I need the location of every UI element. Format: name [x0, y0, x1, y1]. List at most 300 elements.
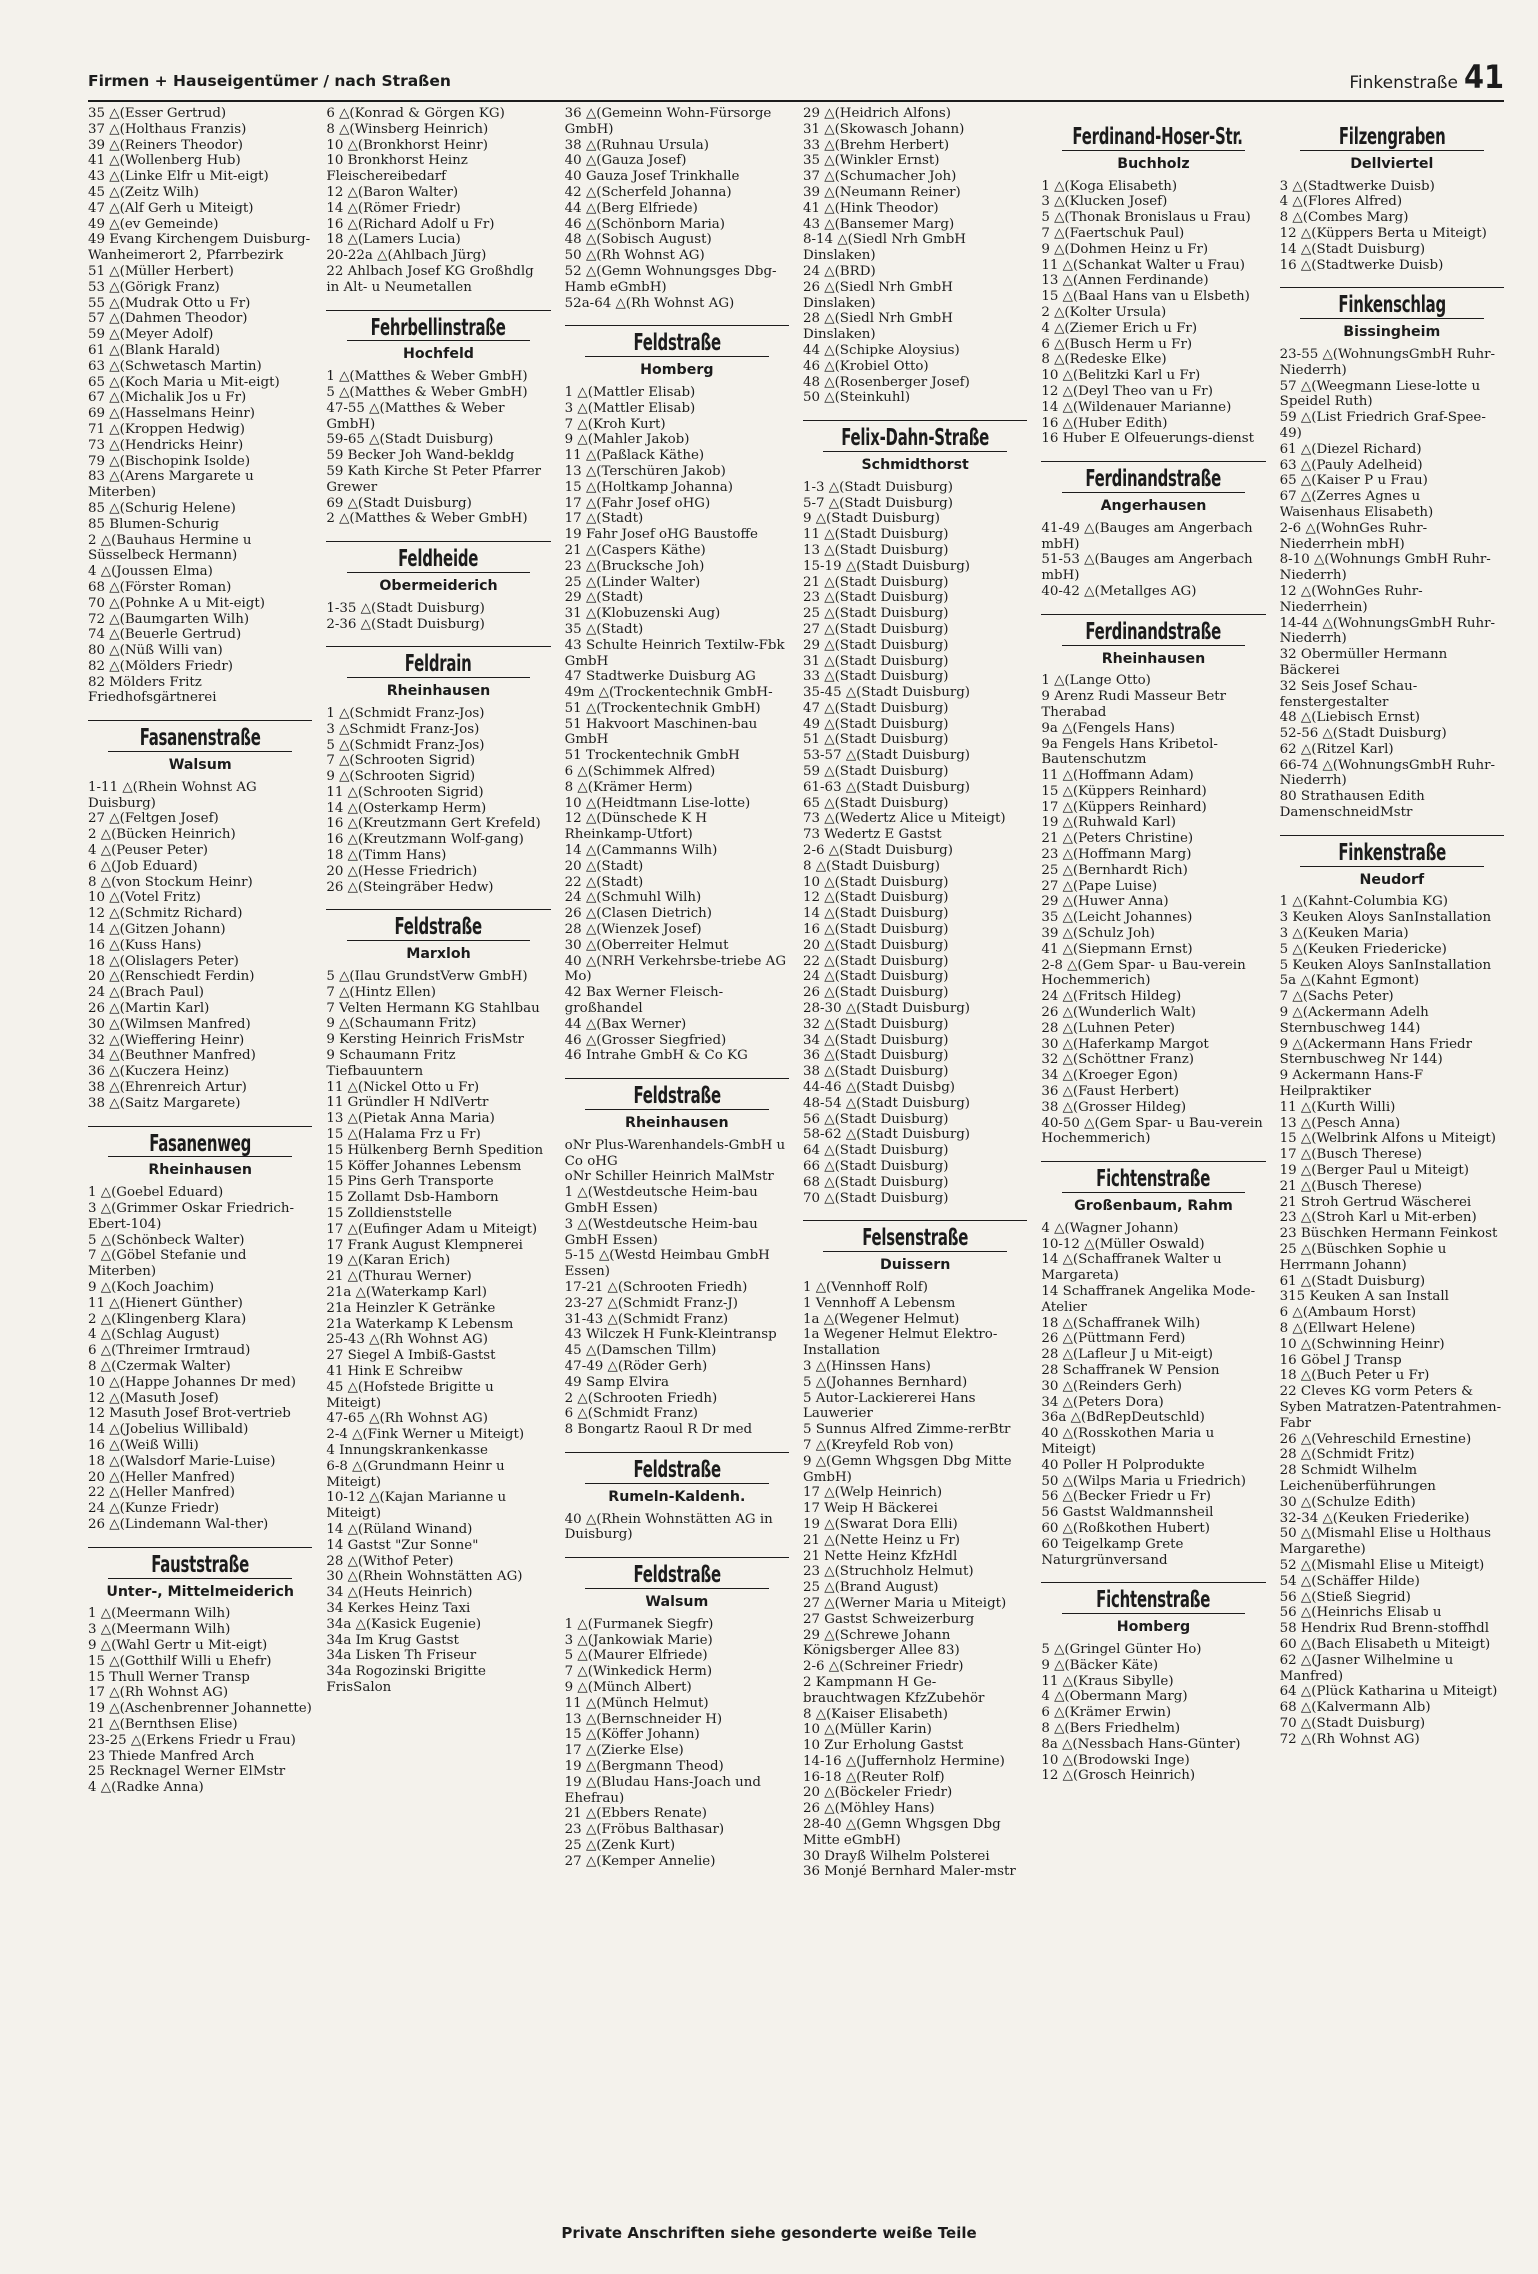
street-name: Fichtenstraße [1096, 1587, 1211, 1614]
directory-entry: 15 Zollamt Dsb-Hamborn [326, 1190, 499, 1206]
directory-entry: 35 △(Winkler Ernst) [802, 153, 940, 169]
district-name: Homberg [1116, 1619, 1191, 1636]
directory-entry: 9 △(Bäcker Käte) [1041, 1657, 1159, 1673]
directory-entry: 14 △(Gitzen Johann) [88, 922, 226, 938]
directory-entry: 85 Blumen-Schurig [88, 516, 219, 532]
street-name: Fehrbellinstraße [370, 314, 507, 341]
directory-entry: 51 Trockentechnik GmbH [564, 748, 740, 764]
directory-entry: 14 △(Rüland Winand) [326, 1521, 473, 1537]
directory-entry: 15 △(Gotthilf Willi u Ehefr) [88, 1653, 272, 1669]
directory-entry: 8 △(Stadt Duisburg) [802, 858, 940, 874]
directory-entry: 47-49 △(Röder Gerh) [564, 1358, 708, 1374]
directory-entry: 28 △(Withof Peter) [326, 1553, 454, 1569]
header-category: Firmen + Hauseigentümer / nach Straßen [88, 72, 451, 90]
directory-entry: 5 △(Schönbeck Walter) [88, 1232, 245, 1248]
street-name: Felsenstraße [862, 1225, 969, 1252]
directory-entry: 11 △(Paßlack Käthe) [564, 448, 705, 464]
directory-entry: 41 Hink E Schreibw [326, 1363, 463, 1379]
directory-entry: 4 △(Radke Anna) [88, 1780, 204, 1796]
column-2 [326, 106, 550, 2204]
directory-entry: 6 △(Krämer Erwin) [1041, 1705, 1172, 1721]
directory-entry: 9 △(Koch Joachim) [88, 1279, 215, 1295]
directory-entry: 61-63 △(Stadt Duisburg) [802, 779, 971, 795]
directory-entry: 18 △(Schaffranek Wilh) [1041, 1315, 1201, 1331]
directory-entry: 45 △(Hofstede Brigitte u Miteigt) [326, 1379, 494, 1411]
directory-entry: 6 △(Ambaum Horst) [1279, 1305, 1417, 1321]
directory-entry: 8 Bongartz Raoul R Dr med [564, 1422, 753, 1438]
directory-entry: 44-46 △(Stadt Duisbg) [802, 1080, 955, 1096]
directory-entry: 53 △(Görigk Franz) [88, 279, 220, 295]
directory-entry: 27 △(Stadt Duisburg) [802, 621, 949, 637]
directory-entry: 5 △(Johannes Bernhard) [802, 1374, 968, 1390]
directory-entry: 15-19 △(Stadt Duisburg) [802, 558, 971, 574]
directory-entry: 54 △(Schäffer Hilde) [1279, 1573, 1420, 1589]
directory-entry: 1-35 △(Stadt Duisburg) [326, 600, 485, 616]
directory-entry: 25 △(Brand August) [802, 1580, 939, 1596]
directory-entry: 17 △(Küppers Reinhard) [1041, 799, 1207, 815]
street-section [565, 1078, 789, 1438]
directory-entry: 29 △(Stadt) [564, 590, 644, 606]
continued-entries [565, 106, 789, 311]
directory-entry: 28 △(Wienzek Josef) [564, 922, 702, 938]
district-name: Buchholz [1117, 155, 1190, 172]
directory-entry: 21a Waterkamp K Lebensm [326, 1316, 514, 1332]
directory-entry: 10 △(Stadt Duisburg) [802, 874, 949, 890]
directory-entry: 38 △(Saitz Margarete) [88, 1095, 241, 1111]
directory-entry: 27 Siegel A Imbiß-Gastst [326, 1348, 496, 1364]
directory-entry: 22 Cleves KG vorm Peters & Syben Matratzen-Patentrahmen-Fabr [1279, 1384, 1502, 1431]
directory-entry: 24 △(Brach Paul) [88, 985, 204, 1001]
directory-entry: 50 △(Steinkuhl) [802, 390, 911, 406]
directory-entry: 47 Stadtwerke Duisburg AG [564, 669, 756, 685]
directory-entry: 39 △(Schulz Joh) [1041, 926, 1155, 942]
directory-entry: 37 △(Holthaus Franzis) [88, 121, 247, 137]
directory-entry: 16 △(Kuss Hans) [88, 937, 202, 953]
directory-entry: 10 △(Votel Fritz) [88, 890, 201, 906]
directory-entry: 26 △(Steingräber Hedw) [326, 879, 494, 895]
directory-entry: 7 △(Sachs Peter) [1279, 989, 1394, 1005]
street-section [1041, 120, 1265, 447]
directory-entry: 48 △(Rosenberger Josef) [802, 374, 970, 390]
directory-entry: 6 △(Schimmek Alfred) [564, 764, 716, 780]
directory-entry: 8 △(Czermak Walter) [88, 1358, 231, 1374]
directory-entry: 6-8 △(Grundmann Heinr u Miteigt) [326, 1458, 505, 1490]
directory-entry: 5-7 △(Stadt Duisburg) [802, 495, 953, 511]
directory-entry: 47 △(Stadt Duisburg) [802, 700, 949, 716]
directory-entry: 1-11 △(Rhein Wohnst AG Duisburg) [88, 779, 257, 811]
directory-entry: 30 △(Rhein Wohnstätten AG) [326, 1569, 523, 1585]
street-section [88, 1126, 312, 1533]
directory-entry: 12 △(Masuth Josef) [88, 1390, 219, 1406]
directory-entry: 36 △(Stadt Duisburg) [802, 1048, 949, 1064]
directory-entry: 15 △(Welbrink Alfons u Miteigt) [1279, 1131, 1496, 1147]
directory-entry: 22 Ahlbach Josef KG Großhdlg in Alt- u Neumetallen [326, 263, 534, 295]
district-name: Dellviertel [1350, 155, 1434, 172]
directory-entry: 47-55 △(Matthes & Weber GmbH) [326, 400, 505, 432]
directory-entry: 23-55 △(WohnungsGmbH Ruhr-Niederrh) [1279, 346, 1496, 378]
district-name: Schmidthorst [861, 456, 969, 473]
directory-entry: 17 △(Fahr Josef oHG) [564, 495, 711, 511]
directory-entry: 56 △(Becker Friedr u Fr) [1041, 1489, 1212, 1505]
street-section [803, 1220, 1027, 1880]
directory-entry: 73 △(Hendricks Heinr) [88, 437, 244, 453]
district-name: Neudorf [1359, 871, 1425, 888]
directory-entry: 1a Wegener Helmut Elektro-Installation [802, 1327, 998, 1359]
directory-entry: 1 △(Matthes & Weber GmbH) [326, 369, 528, 385]
directory-entry: 26 △(Püttmann Ferd) [1041, 1331, 1186, 1347]
directory-entry: 61 △(Diezel Richard) [1279, 441, 1422, 457]
district-name: Hochfeld [403, 346, 474, 363]
district-name: Marxloh [406, 946, 471, 963]
directory-entry: 26 △(Vehreschild Ernestine) [1279, 1431, 1472, 1447]
directory-entry: 24 △(BRD) [802, 263, 876, 279]
directory-entry: 13 △(Annen Ferdinande) [1041, 273, 1209, 289]
directory-entry: 23-27 △(Schmidt Franz-J) [564, 1295, 738, 1311]
directory-entry: 3 Keuken Aloys SanInstallation [1279, 910, 1492, 926]
directory-entry: 68 △(Kalvermann Alb) [1279, 1700, 1431, 1716]
directory-entry: 21a △(Waterkamp Karl) [326, 1285, 487, 1300]
directory-entry: 33 △(Stadt Duisburg) [802, 669, 949, 685]
directory-entry: 14 Schaffranek Angelika Mode-Atelier [1041, 1284, 1256, 1315]
directory-entry: 1 △(Goebel Eduard) [88, 1185, 224, 1201]
directory-entry: 9 △(Gemn Whgsgen Dbg Mitte GmbH) [802, 1453, 1012, 1485]
directory-entry: 56 Gastst Waldmannsheil [1041, 1505, 1214, 1521]
directory-entry: 26 △(Clasen Dietrich) [564, 906, 713, 922]
directory-entry: 36 Monjé Bernhard Maler-mstr [802, 1864, 1016, 1880]
directory-entry: 14 △(Römer Friedr) [326, 200, 461, 216]
directory-entry: 16 △(Stadtwerke Duisb) [1279, 257, 1444, 273]
directory-entry: 15 △(Köffer Johann) [564, 1727, 700, 1743]
district-name: Angerhausen [1100, 497, 1207, 514]
directory-entry: 15 △(Küppers Reinhard) [1041, 783, 1207, 799]
directory-entry: 56 △(Stieß Siegrid) [1279, 1589, 1411, 1605]
directory-entry: 6 △(Schmidt Franz) [564, 1406, 699, 1422]
column-3 [565, 106, 789, 2204]
directory-entry: 39 △(Neumann Reiner) [802, 184, 961, 200]
directory-entry: 17 △(Stadt) [564, 511, 644, 527]
street-name: Filzengraben [1338, 124, 1446, 150]
directory-entry: 66-74 △(WohnungsGmbH Ruhr-Niederrh) [1279, 757, 1496, 789]
directory-entry: 21 △(Peters Christine) [1041, 831, 1194, 847]
directory-entry: 24 △(Kunze Friedr) [88, 1501, 220, 1517]
directory-entry: 48-54 △(Stadt Duisburg) [802, 1095, 971, 1111]
directory-entry: 20 △(Stadt) [564, 858, 644, 874]
directory-entry: 31 △(Stadt Duisburg) [802, 653, 949, 669]
directory-entry: 69 △(Hasselmans Heinr) [88, 406, 255, 422]
street-section [1280, 120, 1504, 273]
directory-entry: 65 △(Kaiser P u Frau) [1279, 473, 1428, 489]
directory-entry: 21 △(Stadt Duisburg) [802, 574, 949, 590]
directory-entry: 3 △(Meermann Wilh) [88, 1622, 231, 1638]
directory-entry: 70 △(Pohnke A u Mit-eigt) [88, 595, 265, 611]
directory-entry: 57 △(Weegmann Liese-lotte u Speidel Ruth) [1279, 378, 1481, 410]
directory-entry: 19 △(Swarat Dora Elli) [802, 1516, 958, 1532]
directory-entry: 41 △(Wollenberg Hub) [88, 153, 241, 169]
directory-entry: 24 △(Schmuhl Wilh) [564, 890, 702, 906]
column-4 [803, 106, 1027, 2204]
directory-entry: 35-45 △(Stadt Duisburg) [802, 685, 971, 701]
directory-entry: 23 △(Fröbus Balthasar) [564, 1822, 725, 1838]
directory-entry: 34 Kerkes Heinz Taxi [326, 1600, 471, 1616]
directory-entry: 40 Gauza Josef Trinkhalle [564, 169, 740, 185]
directory-entry: 8 △(Kaiser Elisabeth) [802, 1706, 948, 1722]
directory-entry: 16 Göbel J Transp [1279, 1352, 1402, 1368]
directory-entry: 35 △(Stadt) [564, 621, 644, 637]
directory-entry: 3 △Schmidt Franz-Jos) [326, 721, 480, 737]
directory-entry: 23 △(Hoffmann Marg) [1041, 847, 1192, 863]
directory-entry: 50 △(Wilps Maria u Friedrich) [1041, 1473, 1246, 1489]
directory-entry: 4 △(Obermann Marg) [1041, 1689, 1188, 1705]
directory-entry: 34 △(Peters Dora) [1041, 1394, 1164, 1410]
directory-entry: 36 △(Kuczera Heinz) [88, 1064, 230, 1080]
directory-entry: 49 △(Stadt Duisburg) [802, 716, 949, 732]
directory-entry: 11 Gründler H NdlVertr [326, 1095, 489, 1111]
directory-entry: 42 Bax Werner Fleisch-großhandel [564, 985, 724, 1017]
directory-entry: 2-6 △(WohnGes Ruhr-Niederrhein mbH) [1279, 520, 1428, 552]
directory-entry: 43 △(Bansemer Marg) [802, 216, 955, 232]
directory-entry: 27 △(Pape Luise) [1041, 878, 1158, 894]
directory-entry: 9 △(Stadt Duisburg) [802, 511, 940, 527]
street-section [1280, 287, 1504, 821]
directory-entry: 11 △(Hienert Günther) [88, 1295, 243, 1311]
directory-entry: 20-22a △(Ahlbach Jürg) [326, 248, 487, 264]
directory-entry: 30 △(Oberreiter Helmut [564, 937, 729, 953]
directory-entry: 30 △(Haferkamp Margot [1041, 1036, 1209, 1052]
directory-entry: 40 △(Rosskothen Maria u Miteigt) [1041, 1426, 1215, 1457]
directory-entry: 44 △(Bax Werner) [564, 1016, 687, 1032]
directory-entry: 4 △(Wagner Johann) [1041, 1220, 1179, 1236]
street-name: Fasanenweg [149, 1130, 252, 1157]
directory-entry: 68 △(Stadt Duisburg) [802, 1174, 949, 1190]
directory-entry: 80 Strathausen Edith DamenschneidMstr [1279, 789, 1425, 821]
directory-entry: 8 △(Bers Friedhelm) [1041, 1720, 1181, 1736]
directory-entry: 32 △(Wieffering Heinr) [88, 1032, 245, 1048]
directory-entry: 35 △(Leicht Johannes) [1041, 910, 1193, 926]
directory-entry: 40 Poller H Polprodukte [1041, 1457, 1205, 1473]
directory-entry: 46 △(Krobiel Otto) [802, 358, 929, 374]
directory-entry: 41 △(Hink Theodor) [802, 200, 939, 216]
directory-entry: 7 △(Hintz Ellen) [326, 984, 437, 1000]
directory-entry: 57 △(Dahmen Theodor) [88, 311, 248, 327]
directory-entry: 10 Bronkhorst Heinz Fleischereibedarf [326, 153, 468, 185]
directory-entry: 42 △(Scherfeld Johanna) [564, 184, 732, 200]
directory-entry: 15 Hülkenberg Bernh Spedition [326, 1142, 544, 1158]
directory-entry: 12 △(Deyl Theo van u Fr) [1041, 383, 1213, 399]
directory-entry: 7 △(Winkedick Herm) [564, 1664, 713, 1680]
directory-entry: 14-44 △(WohnungsGmbH Ruhr-Niederrh) [1279, 615, 1496, 647]
directory-entry: 40 △(Rhein Wohnstätten AG in Duisburg) [564, 1511, 773, 1543]
directory-entry: 25 △(Büschken Sophie u Herrmann Johann) [1279, 1242, 1447, 1273]
street-name: Fichtenstraße [1096, 1166, 1211, 1193]
directory-entry: 9 Ackermann Hans-F Heilpraktiker [1279, 1068, 1424, 1100]
directory-entry: 2 △(Bauhaus Hermine u Süsselbeck Hermann) [88, 532, 252, 564]
directory-entry: 60 Teigelkamp Grete Naturgrünversand [1041, 1536, 1184, 1568]
continued-entries [326, 106, 550, 296]
street-section [565, 1452, 789, 1543]
directory-entry: 31 △(Klobuzenski Aug) [564, 606, 721, 622]
directory-entry: 1 △(Mattler Elisab) [564, 384, 696, 400]
street-name: Finkenschlag [1338, 292, 1446, 319]
directory-entry: 29 △(Heidrich Alfons) [802, 106, 952, 121]
directory-entry: 38 △(Ehrenreich Artur) [88, 1080, 247, 1096]
directory-entry: 47-65 △(Rh Wohnst AG) [326, 1411, 488, 1427]
directory-entry: 31 △(Skowasch Johann) [802, 121, 965, 137]
directory-entry: 50 △(Mismahl Elise u Holthaus Margarethe) [1279, 1526, 1491, 1558]
directory-entry: 6 △(Job Eduard) [88, 858, 198, 874]
directory-entry: 60 △(Roßkothen Hubert) [1041, 1520, 1211, 1536]
directory-entry: 49m △(Trockentechnik GmbH- [564, 685, 773, 701]
directory-entry: 18 △(Timm Hans) [326, 848, 447, 864]
directory-entry: 19 △(Karan Erich) [326, 1253, 451, 1269]
directory-entry: 16 Huber E Olfeuerungs-dienst [1041, 431, 1255, 447]
directory-entry: 14 △(Jobelius Willibald) [88, 1422, 249, 1438]
directory-entry: 12 △(Dünschede K H Rheinkamp-Utfort) [564, 811, 708, 843]
directory-entry: 13 △(Pesch Anna) [1279, 1115, 1401, 1131]
directory-entry: 62 △(Ritzel Karl) [1279, 741, 1394, 757]
directory-entry: 8-10 △(Wohnungs GmbH Ruhr-Niederrh) [1279, 552, 1491, 584]
street-section [326, 646, 550, 895]
directory-entry: 33 △(Brehm Herbert) [802, 137, 950, 153]
directory-entry: 15 Köffer Johannes Lebensm [326, 1158, 522, 1174]
directory-entry: 9 △(Ackermann Hans Friedr Sternbuschweg Nr 144) [1279, 1036, 1473, 1068]
directory-entry: 315 Keuken A san Install [1279, 1289, 1449, 1305]
directory-entry: 65 △(Koch Maria u Mit-eigt) [88, 374, 280, 390]
directory-entry: 10 Zur Erholung Gastst [802, 1738, 964, 1754]
directory-entry: 59 △(List Friedrich Graf-Spee-49) [1279, 410, 1486, 441]
directory-entry: 29 △(Huwer Anna) [1041, 894, 1169, 910]
street-section [1041, 1582, 1265, 1784]
directory-entry: 19 △(Ruhwald Karl) [1041, 815, 1176, 831]
directory-entry: 28-40 △(Gemn Whgsgen Dbg Mitte eGmbH) [802, 1817, 1001, 1848]
directory-entry: 11 △(Nickel Otto u Fr) [326, 1079, 480, 1095]
directory-entry: 40-50 △(Gem Spar- u Bau-verein Hochemmerich) [1041, 1115, 1263, 1147]
directory-entry: 27 △(Feltgen Josef) [88, 811, 219, 827]
directory-entry: 20 △(Heller Manfred) [88, 1469, 235, 1485]
directory-entry: 49 Evang Kirchengem Duisburg-Wanheimerort 2, Pfarrbezirk [88, 232, 311, 264]
district-name: Unter-, Mittelmeiderich [106, 1583, 294, 1600]
directory-entry: 25 △(Bernhardt Rich) [1041, 862, 1188, 878]
street-name: Feldstraße [633, 1456, 721, 1483]
header-running-title [1349, 58, 1504, 96]
directory-entry: 38 △(Stadt Duisburg) [802, 1064, 949, 1080]
directory-entry: 22 △(Stadt) [564, 874, 644, 890]
directory-entry: 13 △(Stadt Duisburg) [802, 542, 949, 558]
directory-entry: 40 △(NRH Verkehrsbe-triebe AG Mo) [564, 953, 787, 985]
directory-entry: 8a △(Nessbach Hans-Günter) [1041, 1736, 1241, 1752]
street-name: Finkenstraße [1337, 839, 1446, 866]
street-section [1041, 461, 1265, 600]
directory-entry: 21 △(Caspers Käthe) [564, 542, 706, 558]
directory-entry: 2 △(Klingenberg Klara) [88, 1311, 247, 1327]
directory-entry: 3 △(Grimmer Oskar Friedrich-Ebert-104) [88, 1201, 295, 1232]
directory-entry: 20 △(Hesse Friedrich) [326, 863, 478, 879]
directory-entry: 9 △(Mahler Jakob) [564, 432, 690, 448]
directory-entry: 1 △(Schmidt Franz-Jos) [326, 705, 485, 721]
directory-entry: 19 △(Bergmann Theod) [564, 1758, 724, 1774]
page-number: 41 [1463, 58, 1504, 96]
directory-entry: 10 △(Happe Johannes Dr med) [88, 1374, 296, 1390]
directory-entry: oNr Plus-Warenhandels-GmbH u Co oHG [564, 1137, 786, 1169]
directory-entry: 4 △(Joussen Elma) [88, 564, 213, 580]
district-name: Großenbaum, Rahm [1074, 1198, 1233, 1215]
directory-entry: 16 △(Weiß Willi) [88, 1437, 199, 1453]
directory-entry: 5 Autor-Lackiererei Hans Lauwerier [802, 1390, 976, 1422]
directory-entry: 15 Zolldienststelle [326, 1206, 452, 1222]
directory-entry: 26 △(Wunderlich Walt) [1041, 1005, 1196, 1021]
directory-entry: 17 Weip H Bäckerei [802, 1501, 938, 1517]
street-name: Ferdinand-Hoser-Str. [1072, 124, 1243, 150]
page-footer: Private Anschriften siehe gesonderte weiße Teile [561, 2224, 977, 2242]
directory-entry: 14 △(Stadt Duisburg) [802, 906, 949, 922]
directory-entry: 12 Masuth Josef Brot-vertrieb [88, 1406, 291, 1422]
directory-entry: 34a Rogozinski Brigitte FrisSalon [326, 1664, 486, 1695]
directory-entry: 9 Arenz Rudi Masseur Betr Therabad [1041, 689, 1227, 720]
directory-entry: 12 △(Schmitz Richard) [88, 906, 243, 922]
directory-entry: 26 △(Martin Karl) [88, 1001, 210, 1017]
directory-entry: 30 △(Wilmsen Manfred) [88, 1016, 251, 1032]
directory-entry: 16 △(Kreutzmann Wolf-gang) [326, 832, 524, 848]
directory-entry: 10 △(Bronkhorst Heinr) [326, 137, 488, 153]
directory-entry: 2 △(Schrooten Friedh) [564, 1390, 718, 1406]
directory-entry: 23 △(Stadt Duisburg) [802, 590, 949, 606]
directory-entry: 20 △(Stadt Duisburg) [802, 937, 949, 953]
directory-entry: 51 △(Trockentechnik GmbH) [564, 700, 761, 716]
directory-entry: 40 △(Gauza Josef) [564, 153, 687, 169]
directory-entry: 46 △(Schönborn Maria) [564, 216, 725, 232]
directory-entry: 64 △(Plück Katharina u Miteigt) [1279, 1684, 1498, 1700]
directory-entry: 9 △(Wahl Gertr u Mit-eigt) [88, 1637, 268, 1653]
directory-entry: 59-65 △(Stadt Duisburg) [326, 432, 494, 448]
directory-entry: 18 △(Lamers Lucia) [326, 232, 461, 248]
street-section [326, 541, 550, 632]
directory-entry: 61 △(Blank Harald) [88, 342, 221, 358]
directory-entry: 2-6 △(Stadt Duisburg) [802, 843, 953, 859]
directory-entry: 16 △(Huber Edith) [1041, 415, 1168, 431]
directory-entry: 67 △(Zerres Agnes u Waisenhaus Elisabeth) [1279, 489, 1434, 520]
directory-entry: 8 △(Combes Marg) [1279, 210, 1409, 226]
directory-entry: 4 Innungskrankenkasse [326, 1442, 488, 1458]
directory-entry: 2 Kampmann H Ge-brauchtwagen KfzZubehör [802, 1674, 985, 1706]
directory-entry: 49 Samp Elvira [564, 1374, 669, 1390]
directory-entry: 28-30 △(Stadt Duisburg) [802, 1001, 971, 1017]
directory-entry: 38 △(Ruhnau Ursula) [564, 137, 709, 153]
directory-entry: 27 Gastst Schweizerburg [802, 1611, 975, 1627]
directory-entry: 23 △(Stroh Karl u Mit-erben) [1279, 1210, 1477, 1226]
district-name: Walsum [168, 757, 232, 774]
directory-entry: 12 △(Stadt Duisburg) [802, 890, 949, 906]
directory-entry: 15 △(Baal Hans van u Elsbeth) [1041, 289, 1250, 305]
directory-entry: 1 △(Westdeutsche Heim-bau GmbH Essen) [564, 1185, 758, 1216]
directory-entry: 66 △(Stadt Duisburg) [802, 1159, 949, 1174]
directory-entry: 5 △(Keuken Friedericke) [1279, 941, 1447, 957]
directory-entry: 6 △(Konrad & Görgen KG) [326, 106, 505, 121]
directory-entry: 8-14 △(Siedl Nrh GmbH Dinslaken) [802, 232, 966, 264]
directory-entry: 34 △(Beuthner Manfred) [88, 1048, 256, 1064]
street-name: Feldstraße [633, 1083, 721, 1110]
directory-entry: 55 △(Mudrak Otto u Fr) [88, 295, 251, 311]
directory-entry: 2 △(Matthes & Weber GmbH) [326, 511, 528, 527]
directory-columns [88, 106, 1504, 2204]
directory-entry: 19 △(Aschenbrenner Johannette) [88, 1701, 312, 1717]
directory-entry: 13 △(Bernschneider H) [564, 1711, 723, 1727]
directory-entry: 36 △(Gemeinn Wohn-Fürsorge GmbH) [564, 106, 772, 137]
directory-entry: 34 △(Heuts Heinrich) [326, 1585, 473, 1601]
directory-entry: 3 △(Jankowiak Marie) [564, 1632, 713, 1648]
directory-entry: 21 △(Nette Heinz u Fr) [802, 1532, 961, 1548]
directory-entry: 17 △(Rh Wohnst AG) [88, 1685, 229, 1701]
directory-entry: 23 Thiede Manfred Arch [88, 1748, 255, 1764]
directory-entry: 22 △(Heller Manfred) [88, 1485, 235, 1501]
